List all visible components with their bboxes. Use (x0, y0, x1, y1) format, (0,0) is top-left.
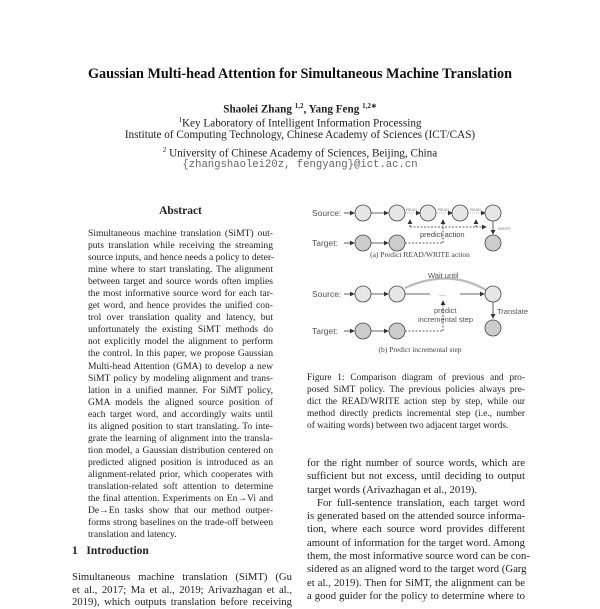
author-1-affil: 1,2 (294, 102, 304, 110)
fig-a-target-label: Target: (312, 238, 338, 248)
text-line: predicted aligned position is introduced as an (88, 456, 273, 468)
affil-text: University of Chinese Academy of Sciences, Beijing, China (166, 147, 438, 160)
text-line: forms strong baselines on the trade-off between (88, 517, 273, 529)
text-line: Simultaneous machine translation (SiMT) (Gu (72, 571, 292, 583)
text-line: amount of information for the target word. Among (307, 536, 525, 549)
text-line: not explicitly model the alignment to perform (88, 336, 273, 348)
fig-a-source-label: Source: (312, 208, 342, 218)
affil-sup: 2 (162, 146, 167, 154)
fig-b-caption: (b) Predict incremental step (378, 345, 462, 354)
text-line: puts translation while receiving the streaming (88, 240, 273, 252)
text-line: et al., 2019). Then for SiMT, the alignment can be (307, 576, 525, 589)
author-2-affil: 1,2∗ (362, 102, 377, 110)
text-line: GMA models the aligned source position of (88, 396, 273, 408)
text-line: tion model, a Gaussian distribution centered on (88, 444, 273, 456)
text-line: De→En tasks show that our method outper- (88, 505, 273, 517)
text-line: target words (Arivazhagan et al., 2019). (307, 483, 478, 496)
text-line: tion, where each source word provides different (307, 523, 525, 536)
text-line: posed SiMT policy. The previous policies always pre- (307, 384, 525, 395)
ellipsis: ... (439, 289, 446, 298)
fig-b-target-label: Target: (312, 326, 338, 336)
text-line: its aligned position to start translating. To inte- (88, 420, 273, 432)
text-line: unfortunately the existing SiMT methods do (88, 324, 273, 336)
incremental-step-label: incremental step (418, 315, 474, 324)
text-line: is generated based on the attended source informa- (307, 510, 525, 523)
text-line: mine where to start translating. The alignment (88, 264, 273, 276)
read-label: READ (470, 207, 482, 212)
fig-b-source-label: Source: (312, 289, 342, 299)
fig-a-caption: (a) Predict READ/WRITE action (370, 250, 470, 259)
text-line: for the right number of source words, which are (307, 457, 525, 469)
figure-caption (307, 373, 525, 433)
abstract-body (88, 228, 273, 541)
author-sep: , (303, 103, 309, 116)
text-line: source inputs, and hence needs a policy to deter- (88, 252, 275, 264)
text-line: the final attention. Experiments on En→Vi and (88, 493, 273, 505)
text-line: Figure 1: Comparison diagram of previous and pro- (307, 373, 525, 383)
translate-label: Translate (497, 307, 528, 316)
text-line: sufficient but not excess, until deciding to output (307, 470, 525, 483)
text-line: them, the most informative source word can be con- (307, 550, 530, 563)
section-title: Introduction (86, 545, 149, 557)
affil-text: Key Laboratory of Intelligent Information Processing (181, 117, 422, 130)
text-line: get word, and hence provides the unified con- (88, 300, 273, 312)
intro-body (72, 571, 292, 609)
text-line: each target word, and accordingly waits until (88, 408, 273, 420)
text-line: the control. In this paper, we propose Gaussian (88, 348, 273, 360)
text-line: 2019), which outputs translation before receiving (72, 596, 292, 608)
predict-action-label: predict action (420, 230, 465, 239)
author-1: Shaolei Zhang (223, 103, 292, 116)
read-label: READ (438, 207, 450, 212)
section-number: 1 (72, 545, 78, 557)
text-line: the most informative source word for each tar- (88, 288, 273, 300)
text-line: SiMT policy by modeling alignment and trans- (88, 372, 273, 384)
text-line: lation in a unified manner. For SiMT policy, (88, 384, 273, 396)
text-line: of waiting words) between two adjacent target words. (307, 420, 509, 431)
text-line: et al., 2017; Ma et al., 2019; Arivazhagan et al., (72, 583, 292, 596)
text-line: translation and latency. (88, 529, 177, 541)
text-line: method directly predicts incremental step (i.e., number (307, 408, 525, 419)
affiliation-1b: Institute of Computing Technology, Chinese Academy of Sciences (ICT/CAS) (124, 129, 476, 141)
wait-until-label: Wait until (428, 271, 459, 280)
abstract-heading: Abstract (159, 205, 202, 217)
section-heading (72, 545, 149, 557)
figure-1 (300, 190, 540, 360)
email: {zhangshaolei20z, fengyang}@ict.ac.cn (182, 159, 418, 171)
write-label: WRITE (498, 226, 511, 231)
right-column-body (307, 457, 530, 603)
predict-label: predict (434, 306, 457, 315)
text-line: dict the READ/WRITE action step by step, while our (307, 396, 525, 407)
read-label: READ (406, 207, 418, 212)
text-line: Multi-head Attention (GMA) to develop a new (88, 360, 273, 372)
author-2: Yang Feng (308, 103, 360, 116)
text-line: trol over translation quality and latency, but (88, 312, 273, 324)
text-line: translation-related soft attention to determine (88, 480, 273, 492)
text-line: between target and source words often implies (88, 276, 273, 288)
text-line: alignment-related prior, which cooperates with (88, 468, 273, 480)
text-line: Simultaneous machine translation (SiMT) out- (88, 228, 273, 239)
affil-sup: 1 (178, 116, 182, 124)
text-line: grate the learning of alignment into the transla- (88, 432, 273, 444)
text-line: For full-sentence translation, each target word (317, 496, 525, 509)
paper-title: Gaussian Multi-head Attention for Simultaneous Machine Translation (87, 66, 513, 82)
text-line: a good guider for the policy to determine where to (307, 589, 525, 602)
text-line: sidered as an aligned word to the target word (Garg (307, 563, 527, 576)
